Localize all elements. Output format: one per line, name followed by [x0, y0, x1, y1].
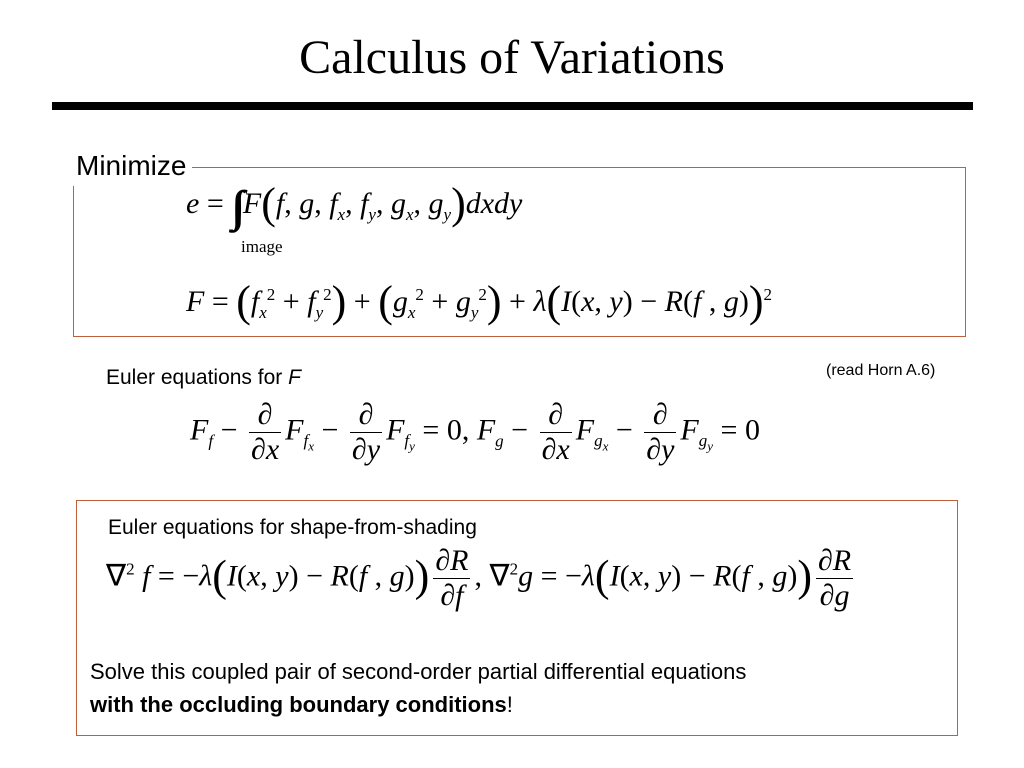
- euler-heading: [106, 364, 301, 392]
- conclusion-end: !: [506, 692, 513, 717]
- integral-domain-label: image: [241, 237, 283, 256]
- euler-equations-f: $F_f$ − $\frac{\partial}{\partial x}$ $F_{f_x}$ − $\frac{\partial}{\partial y}$ $F_{f_y} = 0$, $F_g$ − $\frac{\partial}{\partial x}$ $F_{g_x}$ − $\frac{\partial}{\partial y}$ $F_{g_y} = 0$: [190, 398, 760, 466]
- euler-heading-var: F: [288, 366, 301, 389]
- minimize-label: Minimize: [70, 146, 192, 186]
- conclusion-text: Solve this coupled pair of second-order partial differential equations: [90, 659, 747, 684]
- read-horn-note: (read Horn A.6): [826, 362, 936, 379]
- conclusion-paragraph: [90, 655, 950, 721]
- functional-equation: $F = (f_x^2 + f_y^2) + (g_x^2 + g_y^2) + \lambda(I(x$, y) − R(f , g))$^2$: [186, 277, 772, 326]
- title-underline: [52, 102, 973, 110]
- euler-heading-prefix: Euler equations for: [106, 366, 289, 389]
- conclusion-bold: with the occluding boundary conditions: [90, 692, 507, 717]
- energy-equation: e = ∫∫ F(f, g, $f_x$, $f_y$, $g_x$, $g_y)dxdy$: [186, 179, 523, 231]
- sfs-heading: Euler equations for shape-from-shading: [108, 516, 477, 539]
- sfs-euler-equations: ∇$^2$ f = −λ(I(x, y) − R(f , g)) $\frac{\partial R}{\partial f}$ , ∇$^2$g = −λ(I(x, y) − R(f , g)) $\frac{\partial R}{\partial g}$: [106, 544, 852, 612]
- slide-title: Calculus of Variations: [299, 31, 725, 84]
